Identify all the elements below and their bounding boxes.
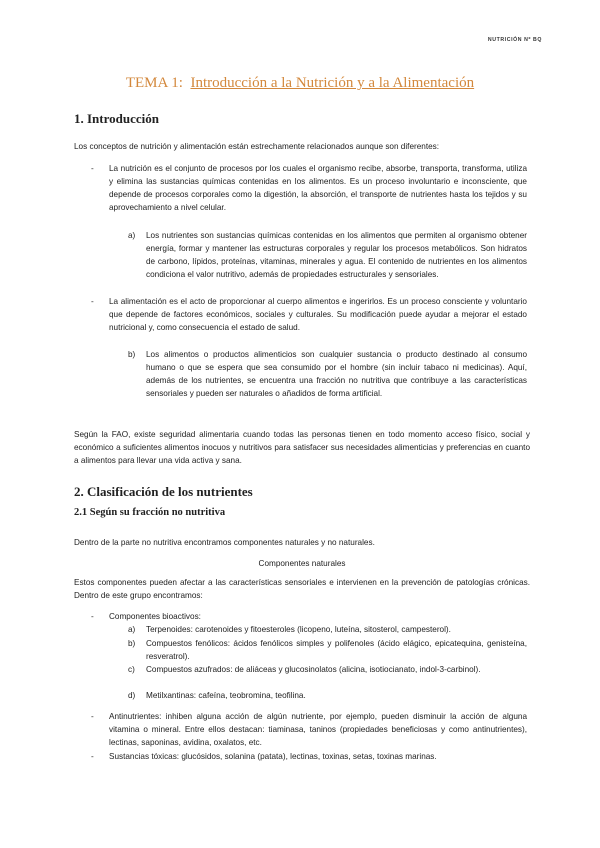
title-subtitle: Introducción a la Nutrición y a la Alimentación — [190, 75, 475, 91]
item-a-label: a) — [128, 625, 136, 634]
sub-b-label: b) — [128, 350, 136, 359]
bullet-nutricion: La nutrición es el conjunto de procesos por los cuales el organismo recibe, absorbe, transporta, transforma, utiliza y elimina las sustancias químicas contenidas en los alimentos. Es un proceso involuntario e inconsciente, que depende de procesos corporales como la digestión, la absorción, el transporte de nutrientes hasta los tejidos y su aprovechamiento a nivel celular. — [109, 164, 527, 212]
bullet-toxicas: Sustancias tóxicas: glucósidos, solanina (patata), lectinas, toxinas, setas, toxinas marinas. — [109, 752, 437, 761]
item-c-label: c) — [128, 665, 135, 674]
document-title — [0, 75, 600, 92]
section1-intro: Los conceptos de nutrición y alimentación están estrechamente relacionados aunque son diferentes: — [74, 142, 440, 151]
sub-a-label: a) — [128, 231, 136, 240]
componentes-naturales-heading: Componentes naturales — [258, 559, 346, 568]
bullet-bioactivos: Componentes bioactivos: — [109, 612, 201, 621]
bullet-dash: - — [91, 297, 94, 306]
title-prefix: TEMA 1: — [125, 75, 183, 91]
fao-paragraph: Según la FAO, existe seguridad alimentaria cuando todas las personas tienen en todo momento acceso físico, social y económico a suficientes alimentos inocuos y nutritivos para satisfacer sus necesidades alimenticias y preferencias en cuanto a alimentos para llevar una vida activa y sana. — [74, 430, 530, 465]
bullet-dash: - — [91, 712, 94, 721]
section2-subheading: 2.1 Según su fracción no nutritiva — [74, 507, 226, 518]
section2-heading: 2. Clasificación de los nutrientes — [74, 484, 253, 499]
item-b-label: b) — [128, 639, 136, 648]
sub-a-nutrientes: Los nutrientes son sustancias químicas contenidas en los alimentos que permiten al organismo obtener energía, formar y mantener las estructuras corporales y regular los procesos metabólicos. Son hidratos de carbono, lípidos, proteínas, vitaminas, minerales y agua. El contenido de nutrientes en los alimentos condiciona el valor nutritivo, además de propiedades estructurales y sensoriales. — [146, 231, 527, 279]
sub-b-alimentos: Los alimentos o productos alimenticios son cualquier sustancia o producto destinado al consumo humano o que se espera que sea consumido por el hombre (sin incluir tabaco ni medicinas). Aquí, además de los nutrientes, se encuentra una fracción no nutritiva que contribuye a las características sensoriales y pueden ser naturales o añadidos de forma artificial. — [146, 350, 527, 398]
bullet-dash: - — [91, 612, 94, 621]
item-terpenoides: Terpenoides: carotenoides y fitoesteroles (licopeno, luteína, sitosterol, campesterol). — [146, 625, 451, 634]
running-header: NUTRICIÓN Nº BQ — [487, 37, 542, 43]
bullet-dash: - — [91, 164, 94, 173]
item-d-label: d) — [128, 691, 136, 700]
section1-heading: 1. Introducción — [74, 111, 159, 126]
bullet-dash: - — [91, 752, 94, 761]
item-fenolicos: Compuestos fenólicos: ácidos fenólicos simples y polifenoles (ácido elágico, epicatequina, genisteína, resveratrol). — [146, 639, 527, 661]
item-metilxantinas: Metilxantinas: cafeína, teobromina, teofilina. — [146, 691, 306, 700]
item-azufrados: Compuestos azufrados: de aliáceas y glucosinolatos (alicina, isotiocianato, indol-3-carbinol). — [146, 665, 481, 674]
bullet-alimentacion: La alimentación es el acto de proporcionar al cuerpo alimentos e ingerirlos. Es un proceso consciente y voluntario que depende de factores económicos, sociales y culturales. Su modificación puede ayudar a mejorar el estado nutricional y, como consecuencia el estado de salud. — [109, 297, 527, 332]
section2-intro: Dentro de la parte no nutritiva encontramos componentes naturales y no naturales. — [74, 538, 375, 547]
section2-paragraph: Estos componentes pueden afectar a las características sensoriales e intervienen en la prevención de patologías crónicas. Dentro de este grupo encontramos: — [74, 578, 530, 600]
bullet-antinutrientes: Antinutrientes: inhiben alguna acción de algún nutriente, por ejemplo, pueden disminuir la acción de alguna vitamina o mineral. Entre ellos destacan: tiaminasa, taninos (propiedades beneficiosas y como antinutrientes), lectinas, saponinas, avidina, oxalatos, etc. — [109, 712, 527, 747]
